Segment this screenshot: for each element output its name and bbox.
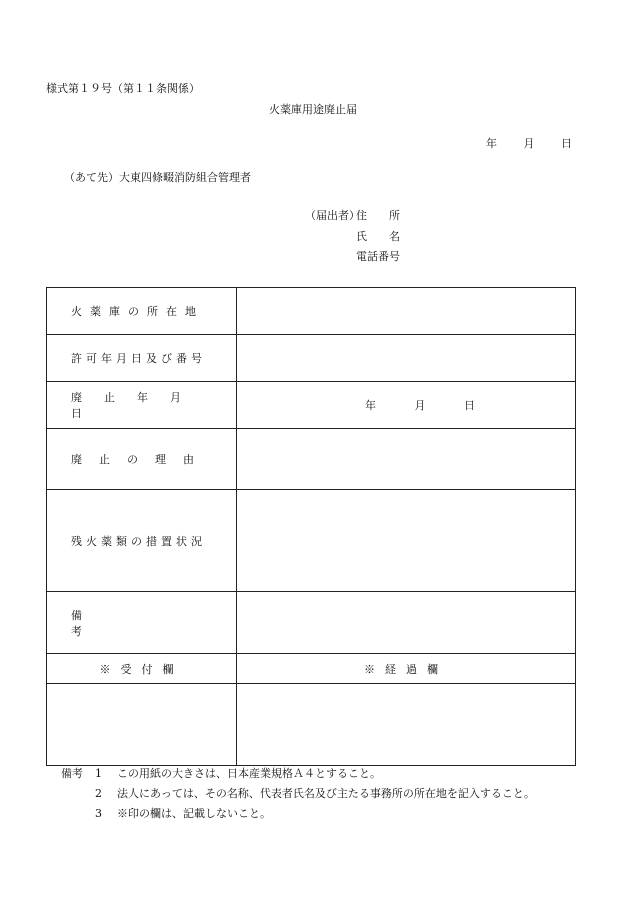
- table-row: [47, 490, 576, 592]
- input-magazine-location[interactable]: [237, 288, 576, 335]
- table-row: [47, 684, 576, 766]
- label-magazine-location: [47, 288, 237, 335]
- table-row: [47, 429, 576, 490]
- label-abolition-reason: [47, 429, 237, 490]
- notes-heading: 備考: [61, 767, 83, 780]
- notifier-address-label: 住 所: [356, 209, 400, 222]
- note-item: [61, 767, 535, 787]
- submission-date: [486, 137, 572, 151]
- input-permit-date-number[interactable]: [237, 335, 576, 382]
- note-item: [61, 787, 535, 807]
- label-abolition-date-text: 廃止年月日: [71, 391, 203, 420]
- label-remarks-text: 備考: [71, 608, 202, 638]
- label-remaining-explosives-text: 残火薬類の措置状況: [71, 534, 206, 548]
- notes: [61, 767, 535, 827]
- progress-box: [237, 684, 576, 766]
- reception-box: [47, 684, 237, 766]
- table-row: [47, 335, 576, 382]
- note-text: ※印の欄は、記載しないこと。: [117, 807, 271, 820]
- form-table: [46, 287, 576, 766]
- input-remarks[interactable]: [237, 592, 576, 654]
- note-text: この用紙の大きさは、日本産業規格Ａ４とすること。: [117, 767, 381, 780]
- reception-header-text: ※受付欄: [99, 662, 184, 676]
- date-month-label: 月: [523, 137, 535, 150]
- note-number: 3: [95, 807, 102, 820]
- notifier-phone-label: 電話番号: [356, 250, 400, 263]
- label-abolition-date: [47, 382, 237, 429]
- table-row: [47, 592, 576, 654]
- note-item: [61, 807, 535, 827]
- date-day-label: 日: [561, 137, 572, 150]
- label-magazine-location-text: 火薬庫の所在地: [71, 305, 204, 318]
- label-permit-date-number: [47, 335, 237, 382]
- progress-header: [237, 654, 576, 684]
- abolition-month-label: 月: [414, 399, 426, 412]
- abolition-day-label: 日: [464, 399, 475, 412]
- note-number: 2: [95, 787, 102, 800]
- addressee: （あて先）大東四條畷消防組合管理者: [64, 171, 251, 184]
- note-number: 1: [95, 767, 102, 780]
- notifier-name-label: 氏 名: [356, 230, 400, 243]
- notifier-label: （届出者）: [305, 209, 360, 222]
- label-abolition-reason-text: 廃止の理由: [71, 453, 211, 466]
- table-row: [47, 654, 576, 684]
- label-permit-date-number-text: 許可年月日及び番号: [71, 352, 206, 365]
- input-remaining-explosives[interactable]: [237, 490, 576, 592]
- progress-header-text: ※経過欄: [364, 662, 448, 676]
- form-number: 様式第１９号（第１１条関係）: [46, 82, 200, 95]
- input-abolition-reason[interactable]: [237, 429, 576, 490]
- label-remarks: [47, 592, 237, 654]
- table-row: [47, 382, 576, 429]
- input-abolition-date[interactable]: [237, 382, 576, 429]
- label-remaining-explosives: [47, 490, 237, 592]
- date-year-label: 年: [486, 137, 497, 150]
- note-text: 法人にあっては、その名称、代表者氏名及び主たる事務所の所在地を記入すること。: [117, 787, 535, 800]
- document-title: 火薬庫用途廃止届: [269, 103, 357, 116]
- reception-header: [47, 654, 237, 684]
- abolition-year-label: 年: [365, 399, 376, 412]
- table-row: [47, 288, 576, 335]
